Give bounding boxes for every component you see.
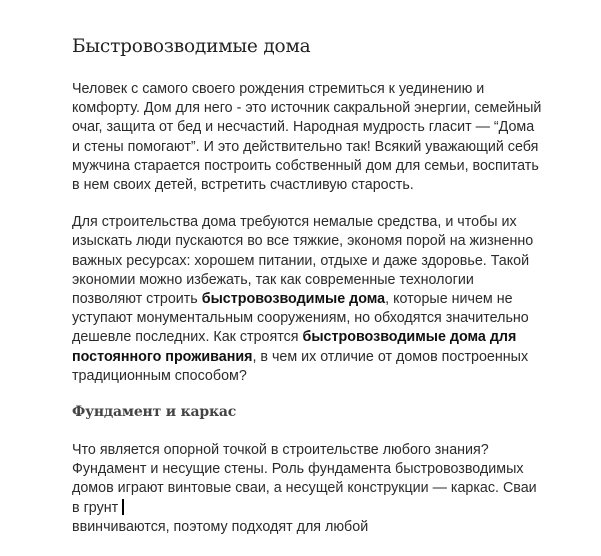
article-title: Быстровозводимые дома — [72, 36, 311, 57]
cost-paragraph-text-3: , в чем их отличие от домов построенных традиционным способом? — [72, 348, 529, 384]
text-cursor — [122, 499, 124, 515]
article — [72, 33, 542, 556]
keyword-fast-houses-permanent: быстровозводимые дома для постоянного проживания — [72, 329, 517, 365]
cost-paragraph — [72, 213, 542, 386]
foundation-paragraph[interactable] — [72, 441, 542, 537]
cost-paragraph-text-1: Для строительства дома требуются немалые средства, и чтобы их изыскать люди пускаются во все тяжкие, экономя порой на жизненно важных ресурсах: хорошем питании, отдыхе и даже здоровье. Такой экономии можно избежать, так как современные технологии позволяют строить — [72, 214, 534, 308]
cost-paragraph-text-2: , которые ничем не уступают монументальным сооружениям, но обходятся значительно дешевле последних. Как строятся — [72, 291, 529, 346]
foundation-paragraph-text: Что является опорной точкой в строительстве любого знания? Фундамент и несущие стены. Роль фундамента быстровозводимых домов играют винтовые сваи, а несущей конструкции — каркас. Сваи в грунт — [72, 442, 537, 516]
foundation-paragraph-cut-text: ввинчиваются, поэтому подходят для любой — [72, 518, 369, 535]
section-heading-foundation: Фундамент и каркас — [72, 404, 237, 421]
intro-paragraph: Человек с самого своего рождения стремиться к уединению и комфорту. Дом для него - это источник сакральной энергии, семейный очаг, защита от бед и несчастий. Народная мудрость гласит — “Дома и стены помогают”. И это действительно так! Всякий уважающий себя мужчина старается построить собственный дом для семьи, воспитать в нем своих детей, встретить счастливую старость. — [72, 81, 542, 194]
keyword-link-fast-houses: быстровозводимые дома — [201, 291, 386, 308]
